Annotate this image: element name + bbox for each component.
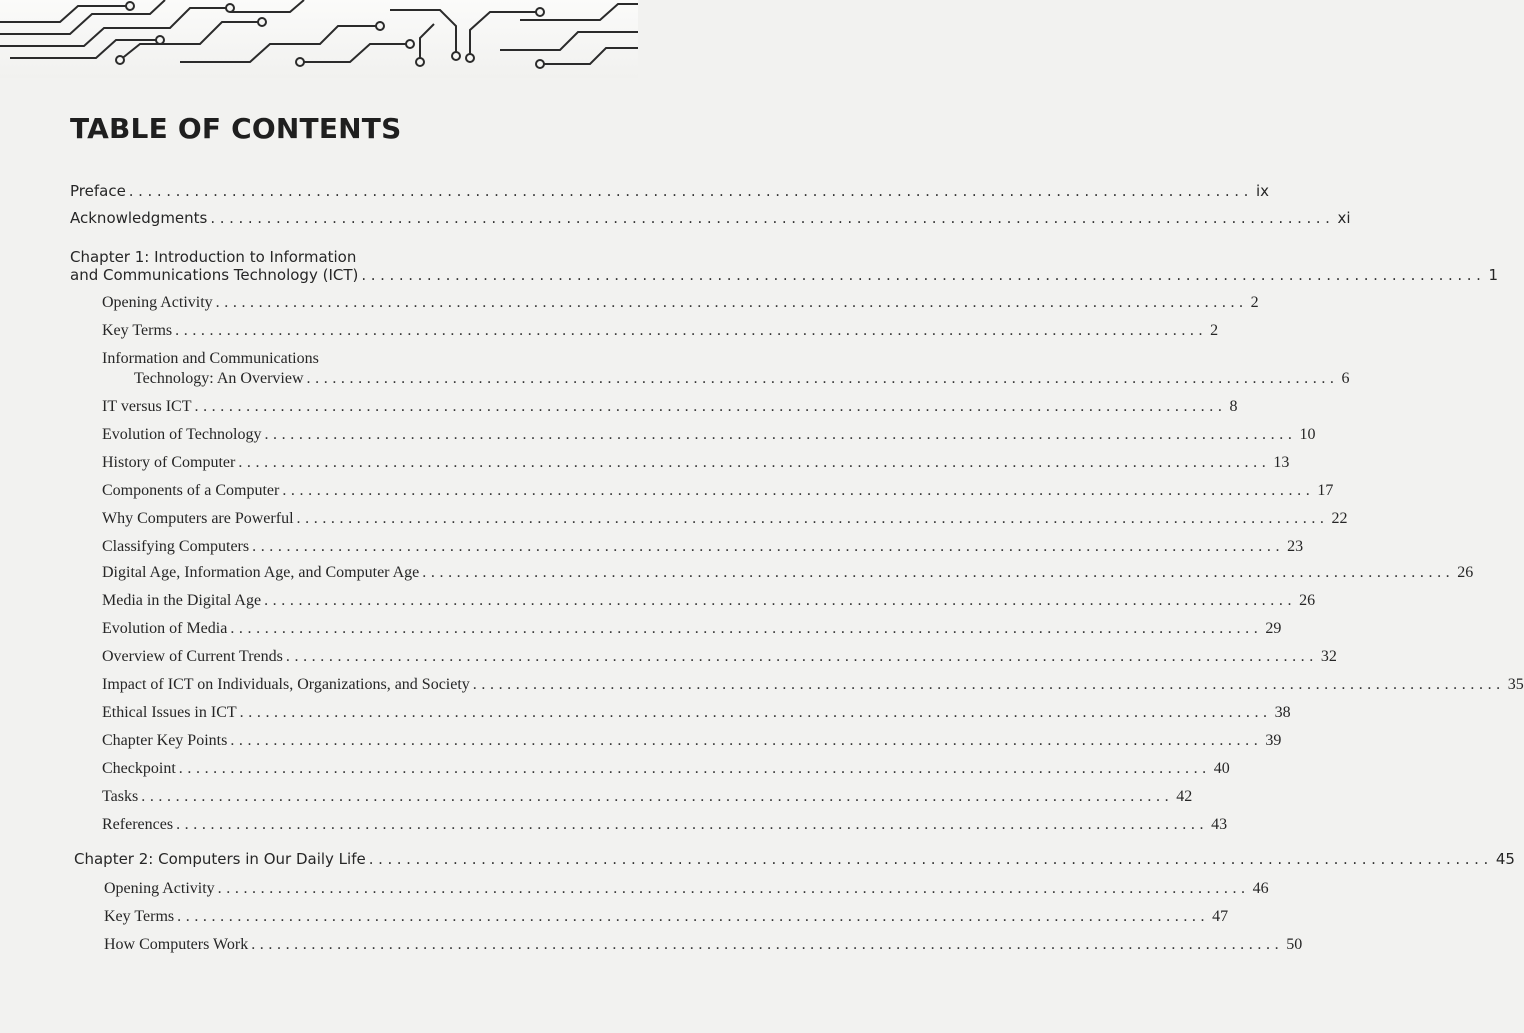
toc-entry-title: Why Computers are Powerful <box>102 510 294 527</box>
page-title: TABLE OF CONTENTS <box>70 112 402 145</box>
toc-entry-page-number: 38 <box>1274 704 1291 721</box>
toc-entry-title: Ethical Issues in ICT <box>102 704 237 721</box>
toc-entry-page-number: 8 <box>1229 398 1238 415</box>
toc-entry[interactable] <box>70 182 1270 200</box>
toc-entry[interactable] <box>70 266 1499 284</box>
dot-leader: ........................................................................................................................ <box>128 182 1253 200</box>
toc-entry-page-number: 45 <box>1495 850 1515 868</box>
toc-entry-title-line1: Information and Communications <box>102 350 319 367</box>
toc-entry[interactable] <box>102 676 1524 694</box>
toc-entry-title: Impact of ICT on Individuals, Organizations, and Society <box>102 676 470 693</box>
toc-entry-page-number: 39 <box>1265 732 1282 749</box>
toc-entry-title: Checkpoint <box>102 760 176 777</box>
toc-entry-page-number: 32 <box>1320 648 1337 665</box>
toc-entry-page-number: 47 <box>1212 908 1229 925</box>
toc-entry[interactable] <box>102 760 1230 778</box>
toc-entry-title: Digital Age, Information Age, and Computer Age <box>102 564 420 581</box>
toc-entry[interactable] <box>102 510 1348 528</box>
dot-leader: ........................................................................................................................ <box>296 510 1329 527</box>
dot-leader: ........................................................................................................................ <box>306 370 1339 387</box>
toc-entry[interactable] <box>102 454 1290 472</box>
toc-entry-title: Evolution of Media <box>102 620 228 637</box>
toc-entry-page-number: 46 <box>1252 880 1269 897</box>
toc-entry[interactable] <box>102 620 1282 638</box>
toc-entry-page-number: 2 <box>1250 294 1259 311</box>
dot-leader: ........................................................................................................................ <box>361 266 1486 284</box>
toc-entry-page-number: 22 <box>1331 510 1348 527</box>
dot-leader: ........................................................................................................................ <box>217 880 1250 897</box>
toc-entry-title: Key Terms <box>104 908 175 925</box>
dot-leader: ........................................................................................................................ <box>282 482 1315 499</box>
toc-entry[interactable] <box>74 850 1515 868</box>
dot-leader: ........................................................................................................................ <box>177 908 1210 925</box>
toc-entry-page-number: 29 <box>1265 620 1282 637</box>
toc-entry[interactable] <box>134 370 1350 388</box>
dot-leader: ........................................................................................................................ <box>175 322 1208 339</box>
toc-entry-page-number: 40 <box>1213 760 1230 777</box>
dot-leader: ........................................................................................................................ <box>252 538 1285 555</box>
toc-entry-title: Opening Activity <box>104 880 215 897</box>
toc-entry[interactable] <box>102 816 1228 834</box>
toc-entry-title: Overview of Current Trends <box>102 648 283 665</box>
toc-entry-title: Preface <box>70 182 126 200</box>
toc-entry-title: History of Computer <box>102 454 236 471</box>
dot-leader: ........................................................................................................................ <box>178 760 1211 777</box>
toc-entry[interactable] <box>70 209 1351 227</box>
dot-leader: ........................................................................................................................ <box>251 936 1284 953</box>
toc-entry-page-number: 50 <box>1286 936 1303 953</box>
toc-entry-title: Opening Activity <box>102 294 213 311</box>
toc-entry[interactable] <box>102 482 1334 500</box>
toc-entry-title: Classifying Computers <box>102 538 250 555</box>
toc-entry-page-number: 6 <box>1341 370 1350 387</box>
toc-entry-page-number: 2 <box>1210 322 1219 339</box>
dot-leader: ........................................................................................................................ <box>238 454 1271 471</box>
toc-entry[interactable] <box>102 564 1474 582</box>
toc-entry[interactable] <box>102 592 1316 610</box>
toc-entry-page-number: 43 <box>1211 816 1228 833</box>
dot-leader: ........................................................................................................................ <box>422 564 1455 581</box>
toc-entry[interactable] <box>102 426 1316 444</box>
toc-entry-title: Evolution of Technology <box>102 426 262 443</box>
toc-entry[interactable] <box>102 294 1259 312</box>
toc-entry[interactable] <box>102 704 1291 722</box>
dot-leader: ........................................................................................................................ <box>230 732 1263 749</box>
dot-leader: ........................................................................................................................ <box>472 676 1505 693</box>
toc-entry[interactable] <box>104 936 1303 954</box>
toc-entry[interactable] <box>104 908 1229 926</box>
toc-entry-page-number: ix <box>1255 182 1270 200</box>
dot-leader: ........................................................................................................................ <box>264 592 1297 609</box>
toc-entry[interactable] <box>102 398 1238 416</box>
toc-entry-page-number: 26 <box>1457 564 1474 581</box>
toc-entry-title: References <box>102 816 174 833</box>
toc-entry[interactable] <box>104 880 1269 898</box>
dot-leader: ........................................................................................................................ <box>368 850 1493 868</box>
dot-leader: ........................................................................................................................ <box>285 648 1318 665</box>
toc-entry-title: How Computers Work <box>104 936 249 953</box>
toc-entry-page-number: 17 <box>1317 482 1334 499</box>
toc-entry[interactable] <box>102 648 1337 666</box>
toc-entry-title: Key Terms <box>102 322 173 339</box>
toc-entry-page-number: 23 <box>1287 538 1304 555</box>
dot-leader: ........................................................................................................................ <box>141 788 1174 805</box>
toc-entry-title-line1: Chapter 1: Introduction to Information <box>70 248 357 266</box>
toc-entry-page-number: 10 <box>1299 426 1316 443</box>
toc-entry-title: Tasks <box>102 788 139 805</box>
dot-leader: ........................................................................................................................ <box>194 398 1227 415</box>
dot-leader: ........................................................................................................................ <box>230 620 1263 637</box>
dot-leader: ........................................................................................................................ <box>176 816 1209 833</box>
toc-entry-title: and Communications Technology (ICT) <box>70 266 359 284</box>
toc-entry-title: Acknowledgments <box>70 209 208 227</box>
dot-leader: ........................................................................................................................ <box>210 209 1335 227</box>
dot-leader: ........................................................................................................................ <box>239 704 1272 721</box>
toc-entry-title: IT versus ICT <box>102 398 192 415</box>
toc-entry-page-number: 35 <box>1507 676 1524 693</box>
toc-entry-title: Chapter 2: Computers in Our Daily Life <box>74 850 366 868</box>
toc-entry-page-number: 26 <box>1299 592 1316 609</box>
toc-entry-title: Chapter Key Points <box>102 732 228 749</box>
toc-entry-page-number: xi <box>1337 209 1351 227</box>
toc-entry-page-number: 13 <box>1273 454 1290 471</box>
toc-entry-title: Technology: An Overview <box>134 370 304 387</box>
toc-entry-title: Media in the Digital Age <box>102 592 262 609</box>
toc-entry-page-number: 1 <box>1488 266 1499 284</box>
dot-leader: ........................................................................................................................ <box>215 294 1248 311</box>
dot-leader: ........................................................................................................................ <box>264 426 1297 443</box>
toc-entry[interactable] <box>102 732 1282 750</box>
toc-entry-page-number: 42 <box>1176 788 1193 805</box>
toc-entry[interactable] <box>102 538 1304 556</box>
toc-entry[interactable] <box>102 788 1193 806</box>
toc-entry-title: Components of a Computer <box>102 482 280 499</box>
toc-entry[interactable] <box>102 322 1219 340</box>
